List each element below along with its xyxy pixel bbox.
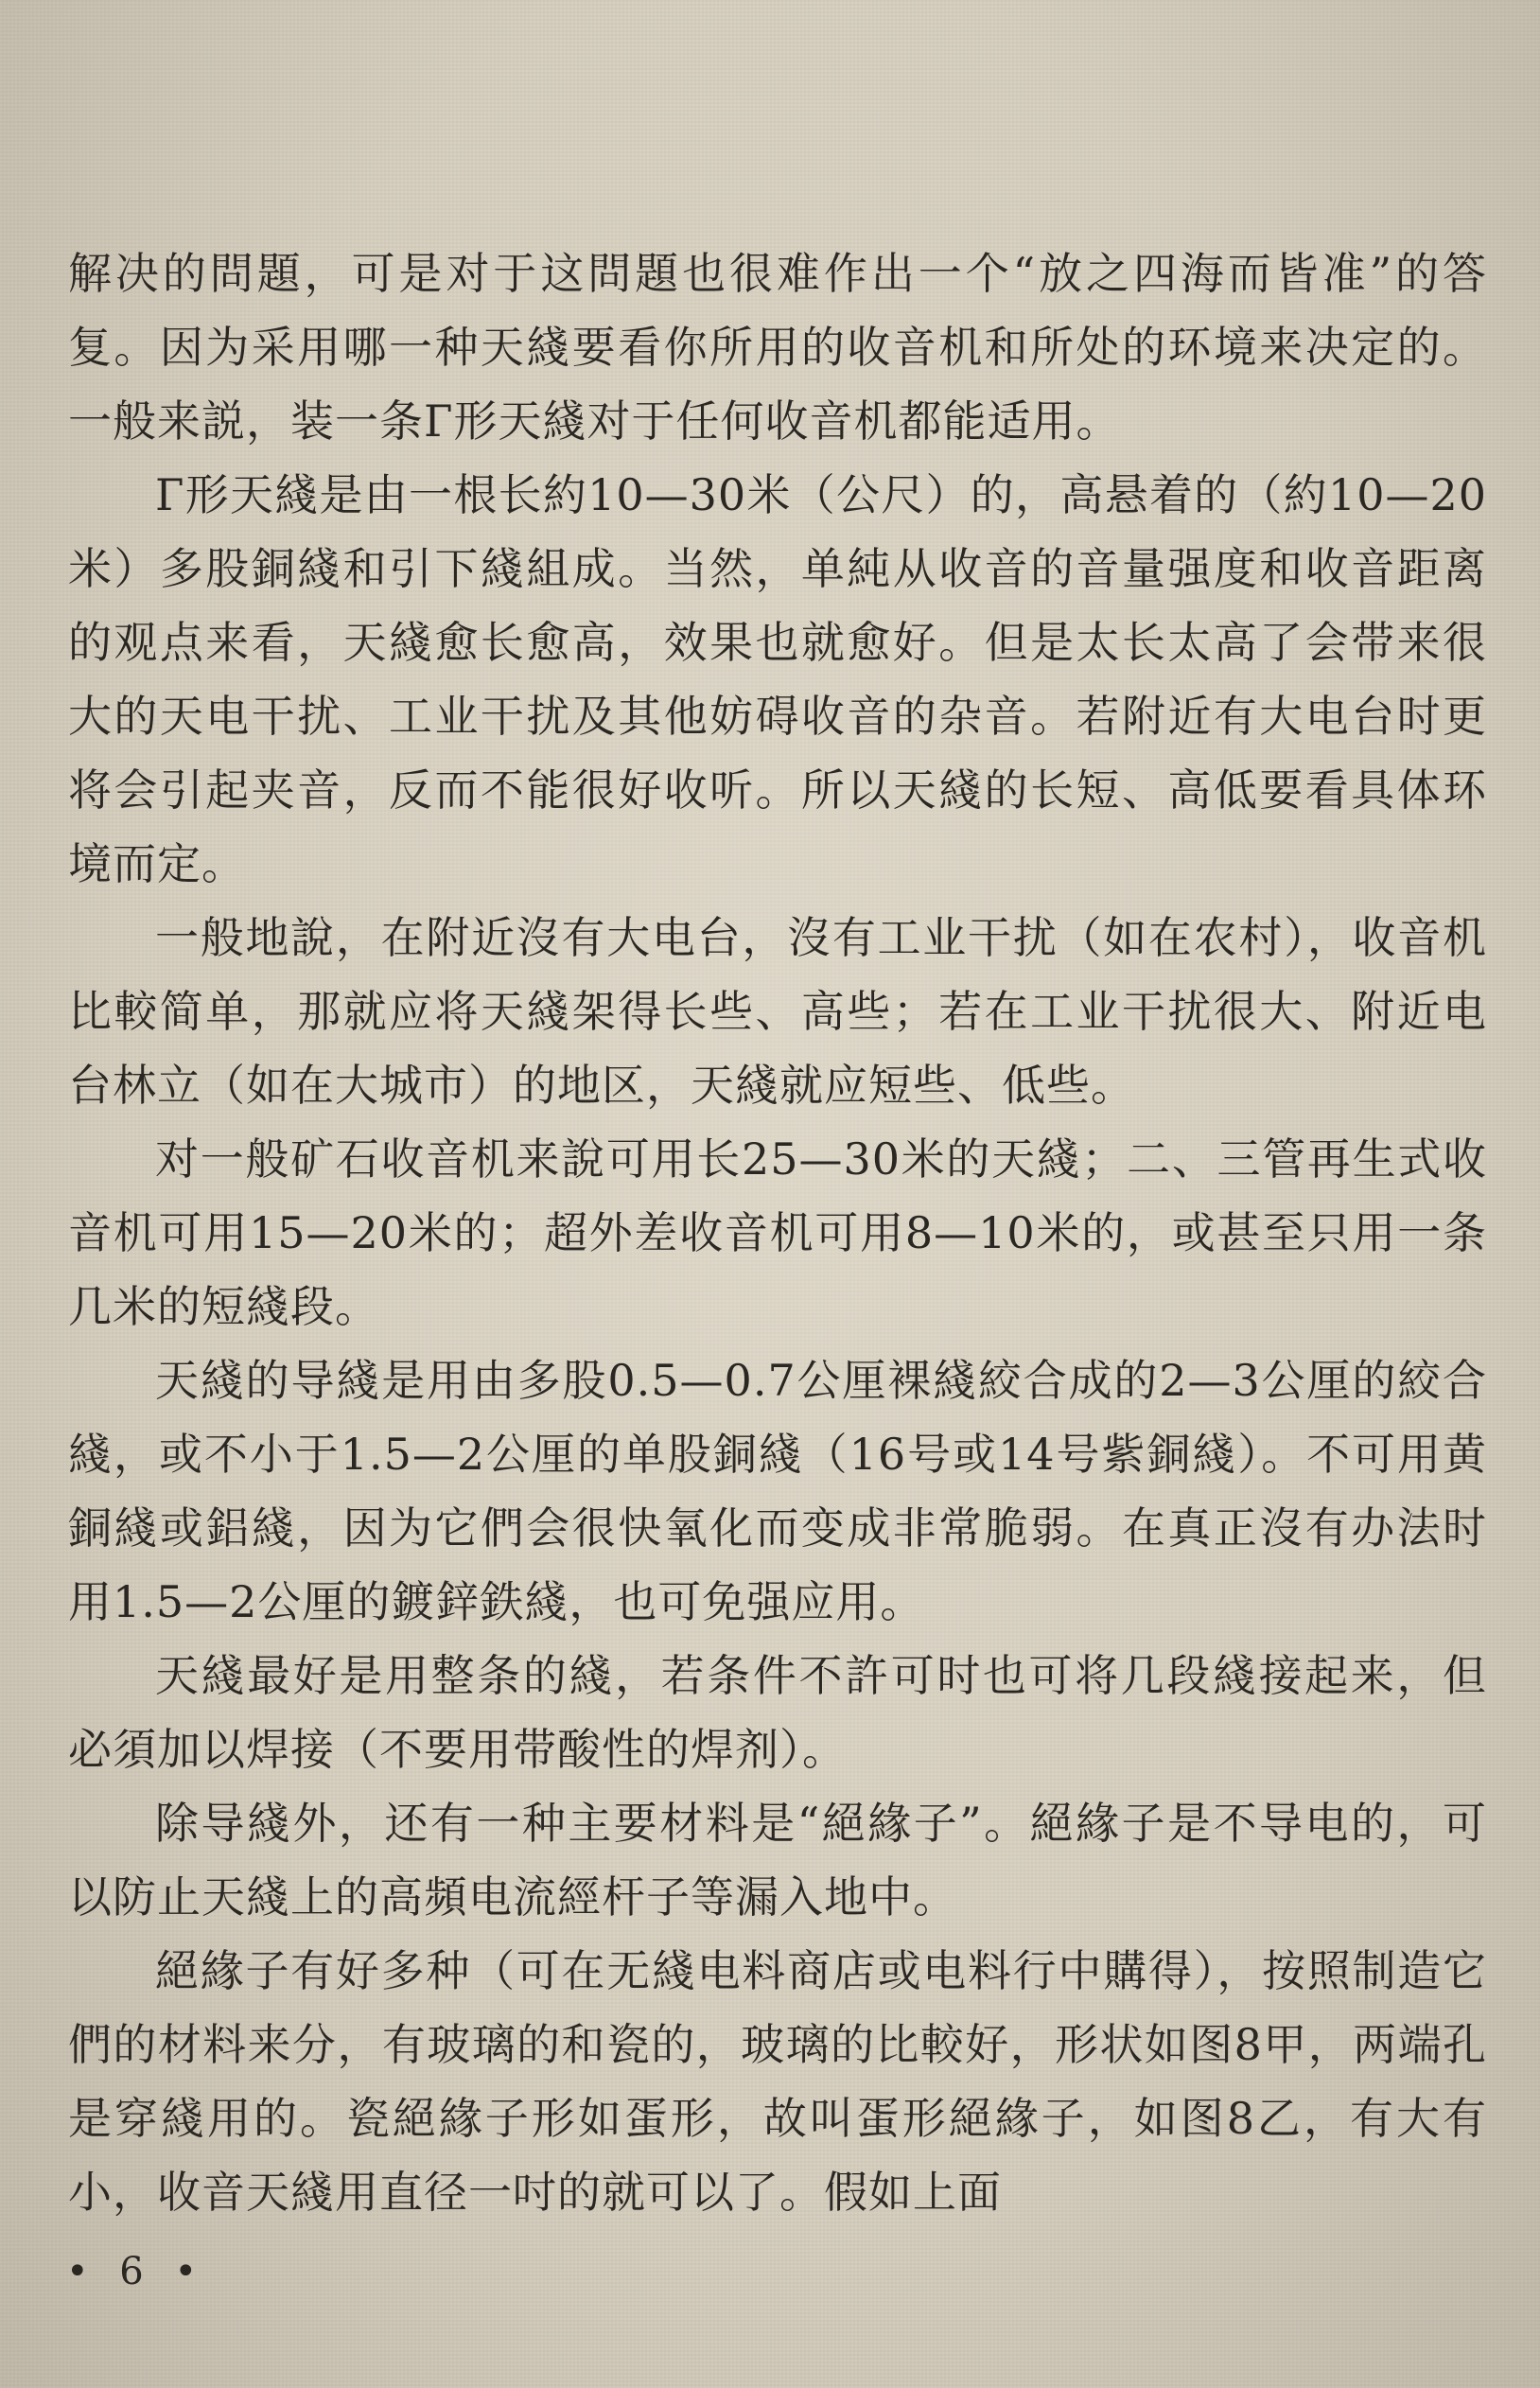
paragraph-wire-material: 天綫的导綫是用由多股0.5—0.7公厘裸綫絞合成的2—3公厘的絞合綫，或不小于1.5—2公厘的单股銅綫（16号或14号紫銅綫）。不可用黄銅綫或鋁綫，因为它們会很快氧化而变成非常脆弱。在真正沒有办法时用1.5—2公厘的鍍鋅鉄綫，也可免强应用。	[68, 1355, 1487, 1627]
paragraph-insulator-intro: 除导綫外，还有一种主要材料是“絕緣子”。絕緣子是不导电的，可以防止天綫上的高頻电流經杆子等漏入地中。	[68, 1798, 1487, 1923]
paragraph-antenna-length: 对一般矿石收音机来說可用长25—30米的天綫；二、三管再生式收音机可用15—20米的；超外差收音机可用8—10米的，或甚至只用一条几米的短綫段。	[68, 1133, 1487, 1332]
page-number: • 6 •	[66, 2250, 207, 2293]
body-text	[68, 237, 1487, 2229]
paragraph-wire-joining: 天綫最好是用整条的綫，若条件不許可时也可将几段綫接起来，但必須加以焊接（不要用带酸性的焊剂）。	[68, 1650, 1487, 1775]
paragraph-insulator-types: 絕緣子有好多种（可在无綫电料商店或电料行中購得），按照制造它們的材料来分，有玻璃的和瓷的，玻璃的比較好，形状如图8甲，两端孔是穿綫用的。瓷絕緣子形如蛋形，故叫蛋形絕緣子，如图8乙，有大有小，收音天綫用直径一吋的就可以了。假如上面	[68, 1945, 1487, 2218]
paragraph-gamma-antenna: Г形天綫是由一根长約10—30米（公尺）的，高悬着的（約10—20米）多股銅綫和引下綫組成。当然，单純从收音的音量强度和收音距离的观点来看，天綫愈长愈高，效果也就愈好。但是太长太高了会带来很大的天电干扰、工业干扰及其他妨碍收音的杂音。若附近有大电台时更将会引起夹音，反而不能很好收听。所以天綫的长短、高低要看具体环境而定。	[68, 469, 1487, 889]
paragraph-continuation: 解决的問題，可是对于这問題也很难作出一个“放之四海而皆准”的答复。因为采用哪一种天綫要看你所用的收音机和所处的环境来决定的。一般来説，装一条Г形天綫对于任何收音机都能适用。	[68, 248, 1487, 447]
paragraph-environment: 一般地說，在附近沒有大电台，沒有工业干扰（如在农村），收音机比較简单，那就应将天綫架得长些、高些；若在工业干扰很大、附近电台林立（如在大城市）的地区，天綫就应短些、低些。	[68, 912, 1487, 1111]
